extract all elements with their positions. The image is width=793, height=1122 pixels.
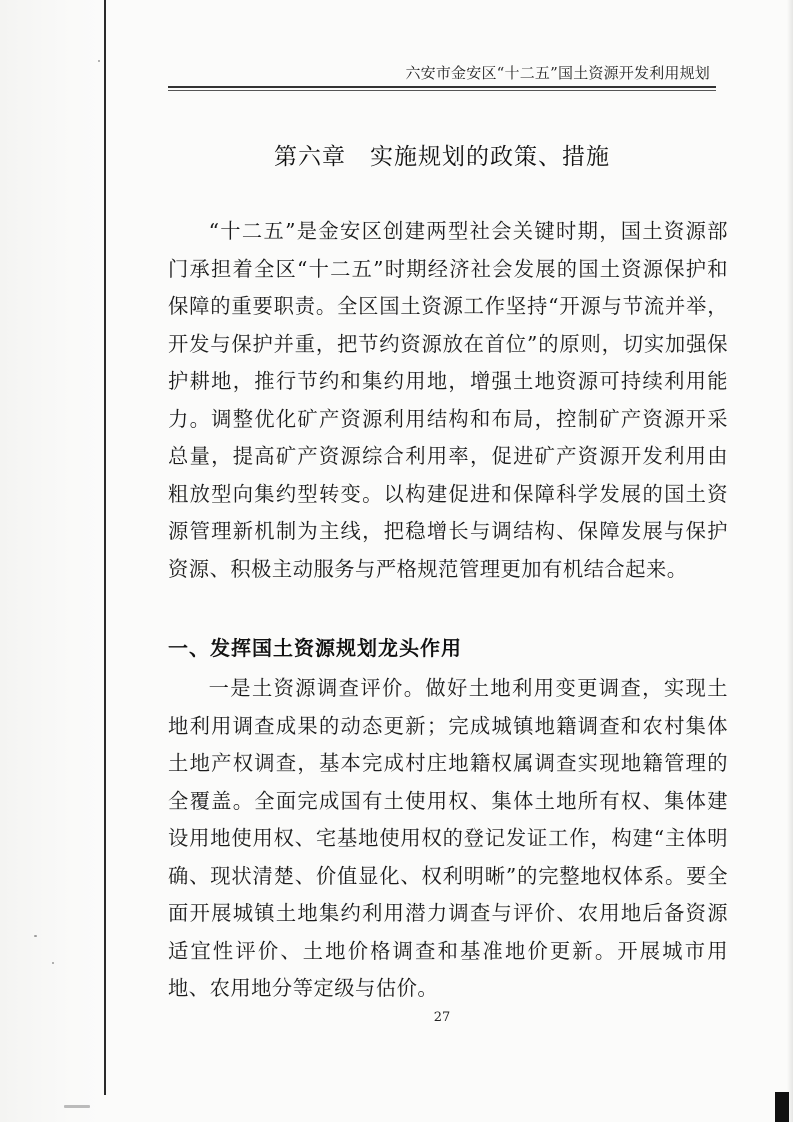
header-rule: [168, 86, 716, 88]
scan-binding-edge: [104, 0, 106, 1095]
page-number: 27: [433, 1010, 451, 1025]
section-text-block: [168, 670, 728, 1008]
intro-text-block: [168, 213, 728, 588]
scan-corner-mark: [775, 1092, 789, 1122]
running-header: 六安市金安区“十二五”国土资源开发利用规划: [405, 64, 710, 82]
chapter-title: 第六章 实施规划的政策、措施: [274, 144, 610, 170]
section-paragraph: 一是土资源调查评价。做好土地利用变更调查，实现土地利用调查成果的动态更新；完成城镇地籍调查和农村集体土地产权调查，基本完成村庄地籍权属调查实现地籍管理的全覆盖。全面完成国有土使用权、集体土地所有权、集体建设用地使用权、宅基地使用权的登记发证工作，构建“主体明确、现状清楚、价值显化、权利明晰”的完整地权体系。要全面开展城镇土地集约利用潜力调查与评价、农用地后备资源适宜性评价、土地价格调查和基准地价更新。开展城市用地、农用地分等定级与估价。: [168, 676, 728, 1000]
scan-speck: [34, 935, 37, 937]
scan-speck: [98, 60, 100, 62]
section-heading: 一、发挥国土资源规划龙头作用: [168, 636, 462, 660]
scan-speck: [52, 962, 54, 964]
intro-paragraph: “十二五”是金安区创建两型社会关键时期，国土资源部门承担着全区“十二五”时期经济社会发展的国土资源保护和保障的重要职责。全区国土资源工作坚持“开源与节流并举，开发与保护并重，把节约资源放在首位”的原则，切实加强保护耕地，推行节约和集约用地，增强土地资源可持续利用能力。调整优化矿产资源利用结构和布局，控制矿产资源开采总量，提高矿产资源综合利用率，促进矿产资源开发利用由粗放型向集约型转变。以构建促进和保障科学发展的国土资源管理新机制为主线，把稳增长与调结构、保障发展与保护资源、积极主动服务与严格规范管理更加有机结合起来。: [168, 219, 728, 581]
scan-speck: [64, 1105, 90, 1108]
scan-right-edge: [787, 0, 793, 1122]
scan-binding-shadow: [0, 0, 104, 1122]
header-rule-thin: [168, 90, 716, 91]
